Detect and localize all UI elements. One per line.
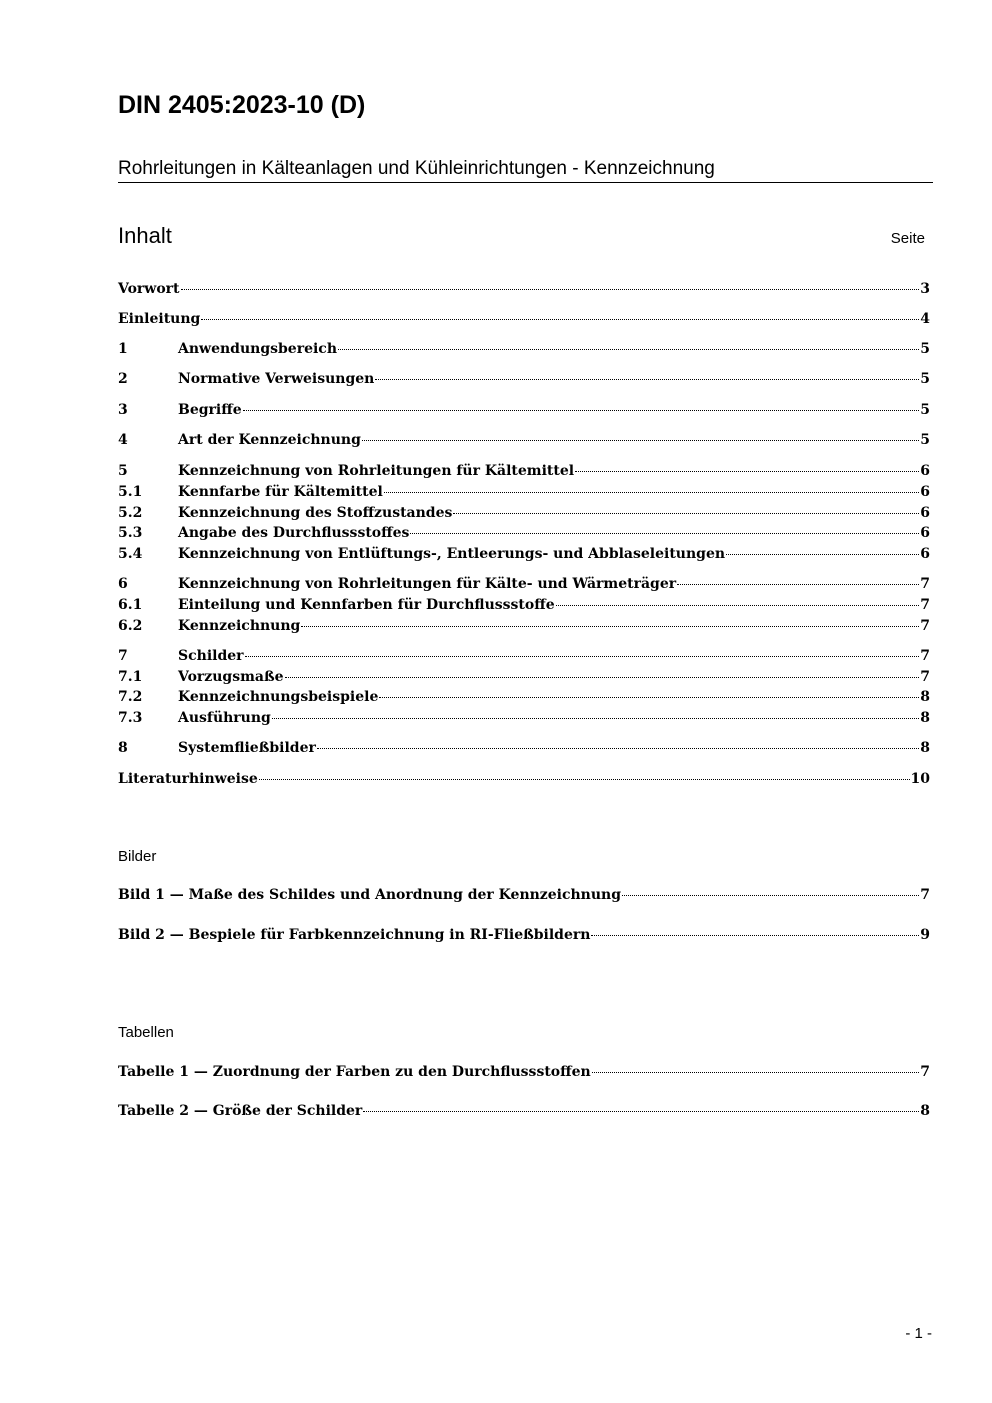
toc-entry-6[interactable] bbox=[118, 574, 930, 595]
toc-entry-number: 1 bbox=[118, 341, 128, 357]
toc-entry-number: 6 bbox=[118, 576, 128, 592]
toc-leader bbox=[384, 491, 919, 493]
figure-entry-label: Bild 1 — Maße des Schildes und Anordnung der Kennzeichnung bbox=[118, 887, 622, 903]
toc-leader bbox=[363, 1110, 919, 1112]
toc-page-column-label: Seite bbox=[890, 230, 925, 247]
toc-entry-label: Begriffe bbox=[178, 402, 242, 418]
toc-leader bbox=[677, 583, 919, 585]
toc-entry-label: Normative Verweisungen bbox=[178, 371, 375, 387]
toc-entry-number: 6.1 bbox=[118, 597, 143, 613]
toc-entry-label: Kennzeichnung des Stoffzustandes bbox=[178, 505, 453, 521]
toc-entry-page: 8 bbox=[920, 740, 930, 756]
page-number: - 1 - bbox=[905, 1325, 932, 1342]
toc-entry-page: 7 bbox=[920, 669, 930, 685]
toc-entry-literaturhinweise[interactable] bbox=[118, 769, 930, 790]
toc-entry-5[interactable] bbox=[118, 461, 930, 482]
figure-entry-1[interactable] bbox=[118, 885, 930, 906]
toc-entry-number: 7.2 bbox=[118, 689, 143, 705]
figure-entry-page: 9 bbox=[920, 927, 930, 943]
toc-entry-label: Anwendungsbereich bbox=[178, 341, 337, 357]
toc-entry-label: Angabe des Durchflussstoffes bbox=[178, 525, 410, 541]
toc-leader bbox=[201, 318, 919, 320]
toc-entry-page: 6 bbox=[920, 463, 930, 479]
toc-leader bbox=[317, 747, 919, 749]
toc-entry-vorwort[interactable] bbox=[118, 279, 930, 300]
toc-entry-label: Kennfarbe für Kältemittel bbox=[178, 484, 383, 500]
toc-entry-label: Einteilung und Kennfarben für Durchflussstoffe bbox=[178, 597, 555, 613]
toc-entry-number: 4 bbox=[118, 432, 128, 448]
toc-entry-number: 7 bbox=[118, 648, 128, 664]
toc-entry-label: Kennzeichnung von Entlüftungs-, Entleerungs- und Abblaseleitungen bbox=[178, 546, 726, 562]
table-entry-page: 8 bbox=[920, 1103, 930, 1119]
toc-entry-page: 7 bbox=[920, 597, 930, 613]
figure-entry-label: Bild 2 — Bespiele für Farbkennzeichnung in RI-Fließbildern bbox=[118, 927, 591, 943]
toc-entry-page: 4 bbox=[920, 311, 930, 327]
toc-leader bbox=[181, 288, 920, 290]
table-entry-2[interactable] bbox=[118, 1101, 930, 1122]
toc-leader bbox=[622, 894, 919, 896]
toc-entry-einleitung[interactable] bbox=[118, 309, 930, 330]
toc-entry-page: 6 bbox=[920, 505, 930, 521]
table-entry-label: Tabelle 1 — Zuordnung der Farben zu den Durchflussstoffen bbox=[118, 1064, 591, 1080]
toc-entry-page: 5 bbox=[920, 371, 930, 387]
toc-entry-number: 2 bbox=[118, 371, 128, 387]
toc-entry-number: 5.3 bbox=[118, 525, 143, 541]
toc-leader bbox=[301, 625, 919, 627]
figures-heading: Bilder bbox=[118, 848, 157, 865]
toc-leader bbox=[362, 439, 919, 441]
toc-entry-number: 6.2 bbox=[118, 618, 143, 634]
toc-entry-number: 7.3 bbox=[118, 710, 143, 726]
toc-entry-7-2[interactable] bbox=[118, 687, 930, 708]
toc-entry-page: 10 bbox=[910, 771, 930, 787]
toc-entry-5-1[interactable] bbox=[118, 482, 930, 503]
toc-entry-number: 8 bbox=[118, 740, 128, 756]
toc-entry-page: 7 bbox=[920, 618, 930, 634]
toc-entry-number: 5.1 bbox=[118, 484, 143, 500]
toc-entry-page: 5 bbox=[920, 402, 930, 418]
toc-entry-label: Kennzeichnung von Rohrleitungen für Kältemittel bbox=[178, 463, 575, 479]
toc-entry-label: Vorzugsmaße bbox=[178, 669, 284, 685]
toc-leader bbox=[338, 348, 919, 350]
table-entry-1[interactable] bbox=[118, 1062, 930, 1083]
toc-entry-page: 8 bbox=[920, 689, 930, 705]
toc-leader bbox=[575, 470, 919, 472]
toc-leader bbox=[272, 717, 919, 719]
toc-leader bbox=[375, 378, 919, 380]
toc-entry-page: 5 bbox=[920, 341, 930, 357]
toc-entry-number: 5 bbox=[118, 463, 128, 479]
toc-entry-number: 7.1 bbox=[118, 669, 143, 685]
toc-entry-label: Literaturhinweise bbox=[118, 771, 258, 787]
toc-entry-4[interactable] bbox=[118, 430, 930, 451]
toc-heading: Inhalt bbox=[118, 223, 172, 248]
toc-entry-3[interactable] bbox=[118, 400, 930, 421]
toc-entry-page: 6 bbox=[920, 484, 930, 500]
toc-leader bbox=[245, 655, 920, 657]
toc-entry-8[interactable] bbox=[118, 738, 930, 759]
toc-entry-label: Systemfließbilder bbox=[178, 740, 316, 756]
toc-entry-label: Kennzeichnungsbeispiele bbox=[178, 689, 379, 705]
toc-leader bbox=[285, 676, 920, 678]
toc-entry-label: Art der Kennzeichnung bbox=[178, 432, 361, 448]
toc-entry-5-2[interactable] bbox=[118, 503, 930, 524]
toc-entry-6-2[interactable] bbox=[118, 616, 930, 637]
toc-entry-6-1[interactable] bbox=[118, 595, 930, 616]
document-subtitle: Rohrleitungen in Kälteanlagen und Kühleinrichtungen - Kennzeichnung bbox=[118, 157, 933, 183]
toc-entry-5-4[interactable] bbox=[118, 544, 930, 565]
toc-leader bbox=[259, 778, 910, 780]
document-title: DIN 2405:2023-10 (D) bbox=[118, 91, 366, 119]
toc-entry-7[interactable] bbox=[118, 646, 930, 667]
toc-entry-5-3[interactable] bbox=[118, 523, 930, 544]
toc-entry-page: 3 bbox=[920, 281, 930, 297]
toc-entry-label: Schilder bbox=[178, 648, 244, 664]
toc-entry-page: 6 bbox=[920, 525, 930, 541]
figure-entry-2[interactable] bbox=[118, 925, 930, 946]
toc-entry-label: Einleitung bbox=[118, 311, 201, 327]
toc-leader bbox=[726, 553, 919, 555]
toc-entry-page: 7 bbox=[920, 648, 930, 664]
toc-entry-label: Kennzeichnung bbox=[178, 618, 301, 634]
toc-entry-1[interactable] bbox=[118, 339, 930, 360]
toc-entry-page: 8 bbox=[920, 710, 930, 726]
toc-entry-page: 7 bbox=[920, 576, 930, 592]
toc-entry-label: Ausführung bbox=[178, 710, 271, 726]
table-entry-label: Tabelle 2 — Größe der Schilder bbox=[118, 1103, 363, 1119]
toc-entry-number: 3 bbox=[118, 402, 128, 418]
tables-heading: Tabellen bbox=[118, 1024, 174, 1041]
toc-leader bbox=[379, 696, 919, 698]
table-entry-page: 7 bbox=[920, 1064, 930, 1080]
toc-leader bbox=[410, 532, 919, 534]
toc-entry-number: 5.2 bbox=[118, 505, 143, 521]
toc-entry-page: 6 bbox=[920, 546, 930, 562]
toc-entry-7-1[interactable] bbox=[118, 667, 930, 688]
toc-entry-label: Kennzeichnung von Rohrleitungen für Kälte- und Wärmeträger bbox=[178, 576, 677, 592]
toc-leader bbox=[453, 512, 919, 514]
toc-entry-label: Vorwort bbox=[118, 281, 180, 297]
toc-entry-7-3[interactable] bbox=[118, 708, 930, 729]
figure-entry-page: 7 bbox=[920, 887, 930, 903]
toc-entry-page: 5 bbox=[920, 432, 930, 448]
toc-leader bbox=[243, 409, 920, 411]
toc-leader bbox=[592, 1071, 920, 1073]
toc-leader bbox=[556, 604, 920, 606]
toc-entry-2[interactable] bbox=[118, 369, 930, 390]
toc-leader bbox=[591, 934, 919, 936]
toc-entry-number: 5.4 bbox=[118, 546, 143, 562]
